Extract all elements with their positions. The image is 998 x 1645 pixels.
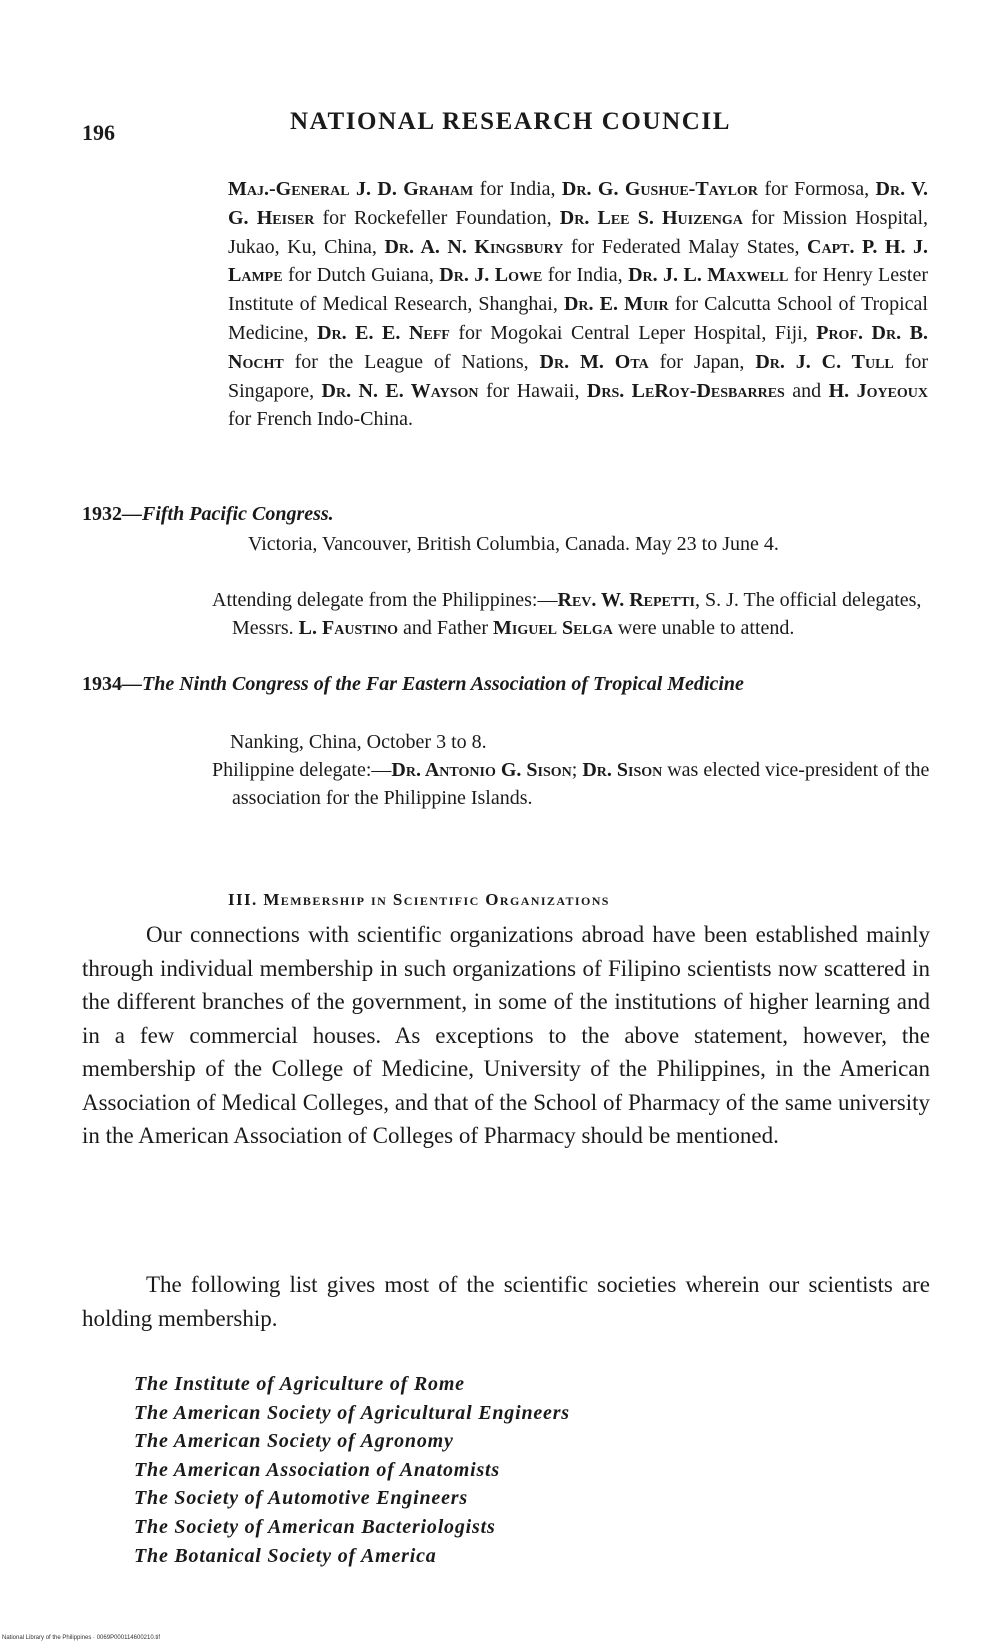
society-list [134,1370,834,1570]
delegate-name: Dr. M. Ota [539,350,649,373]
entry-1932-heading: 1932—Fifth Pacific Congress. [82,503,334,525]
delegate-name: Dr. E. Muir [563,293,669,316]
running-title: NATIONAL RESEARCH COUNCIL [290,108,731,135]
society-list-item: The Institute of Agriculture of Rome [134,1373,465,1395]
delegate-affiliation: and [784,379,829,402]
society-list-item: The Society of Automotive Engineers [134,1487,468,1510]
delegate-list-paragraph [228,175,928,434]
delegate-affiliation: for Japan, [648,350,756,373]
official-and: and Father [398,617,494,639]
delegate-name: Dr. A. N. Kingsbury [384,235,564,258]
delegate-mid: ; [571,759,583,781]
delegate-affiliation: for India, [542,264,629,287]
delegate-affiliation: for Rockefeller Foundation, [314,206,560,229]
section-heading: III. Membership in Scientific Organizations [228,890,610,909]
delegate-name: Dr. J. C. Tull [755,350,894,373]
delegate-rest: was elected vice-president of the association for the Philippine Islands. [232,759,930,809]
delegate-name: Dr. V. G. Heiser [228,178,928,229]
entry-1934-heading: 1934—The Ninth Congress of the Far Eastern Association of Tropical Medicine [82,673,744,695]
entry-1932-place: Victoria, Vancouver, British Columbia, Canada. May 23 to June 4. [248,533,779,555]
delegate-affiliation: for the League of Nations, [283,350,540,373]
delegate-intro: Philippine delegate:— [212,759,392,781]
entry-year: 1934 [82,673,122,695]
society-list-item: The American Society of Agronomy [134,1430,454,1453]
official-end: were unable to attend. [612,617,795,639]
society-list-item: The Society of American Bacteriologists [134,1515,496,1538]
attending-name: Rev. W. Repetti [557,589,695,611]
entry-year: 1932 [82,503,122,525]
body-paragraph-1: Our connections with scientific organizations abroad have been established mainly through individual membership in such organizations of Filipino scientists now scattered in the different branches of the government, in some of the institutions of higher learning and in a few commercial houses. As exceptions to the above statement, however, the membership of the College of Medicine, University of the Philippines, in the American Association of Medical Colleges, and that of the School of Pharmacy of the same university in the American Association of Colleges of Pharmacy should be mentioned. [82,922,930,1148]
delegate-name: Prof. Dr. B. Nocht [228,321,928,373]
delegate-name: Dr. N. E. Wayson [321,379,479,402]
delegate-name: Dr. G. Gushue-Taylor [561,178,758,200]
delegate-affiliation: for Mission Hospital, Jukao, Ku, China, [228,206,929,258]
society-list-item: The American Society of Agricultural Engineers [134,1401,570,1424]
body-paragraph-2: The following list gives most of the scientific societies wherein our scientists are holding membership. [82,1272,930,1331]
society-list-item: The Botanical Society of America [134,1544,437,1567]
delegate-affiliation: for Calcutta School of Tropical Medicine, [228,293,928,344]
delegate-name: Capt. P. H. J. Lampe [228,235,928,287]
page-header [82,108,962,148]
delegate-affiliation: for Henry Lester Institute of Medical Research, Shanghai, [228,264,929,316]
attending-rest: , S. J. The official delegates, Messrs. [232,589,922,639]
delegate-name: Dr. Antonio G. Sison [391,759,572,781]
delegate-name: Maj.-General J. D. Graham [228,178,474,200]
delegate-name: Dr. E. E. Neff [317,321,450,344]
delegate-affiliation: for French Indo-China. [228,408,413,431]
delegate-affiliation: for India, [473,178,562,200]
entry-title: The Ninth Congress of the Far Eastern Association of Tropical Medicine [142,673,744,695]
official-delegate-2: Miguel Selga [493,617,613,639]
delegate-affiliation: for Mogokai Central Leper Hospital, Fiji, [449,321,817,344]
entry-1934-delegate [212,756,932,812]
delegate-affiliation: for Hawaii, [478,379,587,402]
delegate-name: H. Joyeoux [828,379,929,402]
delegate-affiliation: for Federated Malay States, [563,235,808,258]
delegate-name: Dr. J. Lowe [439,264,543,287]
entry-1934-place: Nanking, China, October 3 to 8. [230,731,487,753]
entry-1932-attending [212,586,932,642]
delegate-name: Drs. LeRoy-Desbarres [586,379,785,402]
society-list-item: The American Association of Anatomists [134,1458,500,1481]
page-number: 196 [82,120,115,145]
delegate-name: Dr. J. L. Maxwell [628,264,789,287]
delegate-affiliation: for Formosa, [757,178,876,200]
scan-footer: National Library of the Philippines · 0069P000114600210.tif [2,1635,160,1641]
entry-title: Fifth Pacific Congress. [142,503,334,525]
attending-intro: Attending delegate from the Philippines:— [212,589,558,611]
delegate-name-short: Dr. Sison [582,759,663,781]
delegate-affiliation: for Dutch Guiana, [282,264,440,287]
delegate-affiliation: for Singapore, [228,350,929,402]
delegate-name: Dr. Lee S. Huizenga [559,206,743,229]
official-delegate-1: L. Faustino [298,617,399,639]
